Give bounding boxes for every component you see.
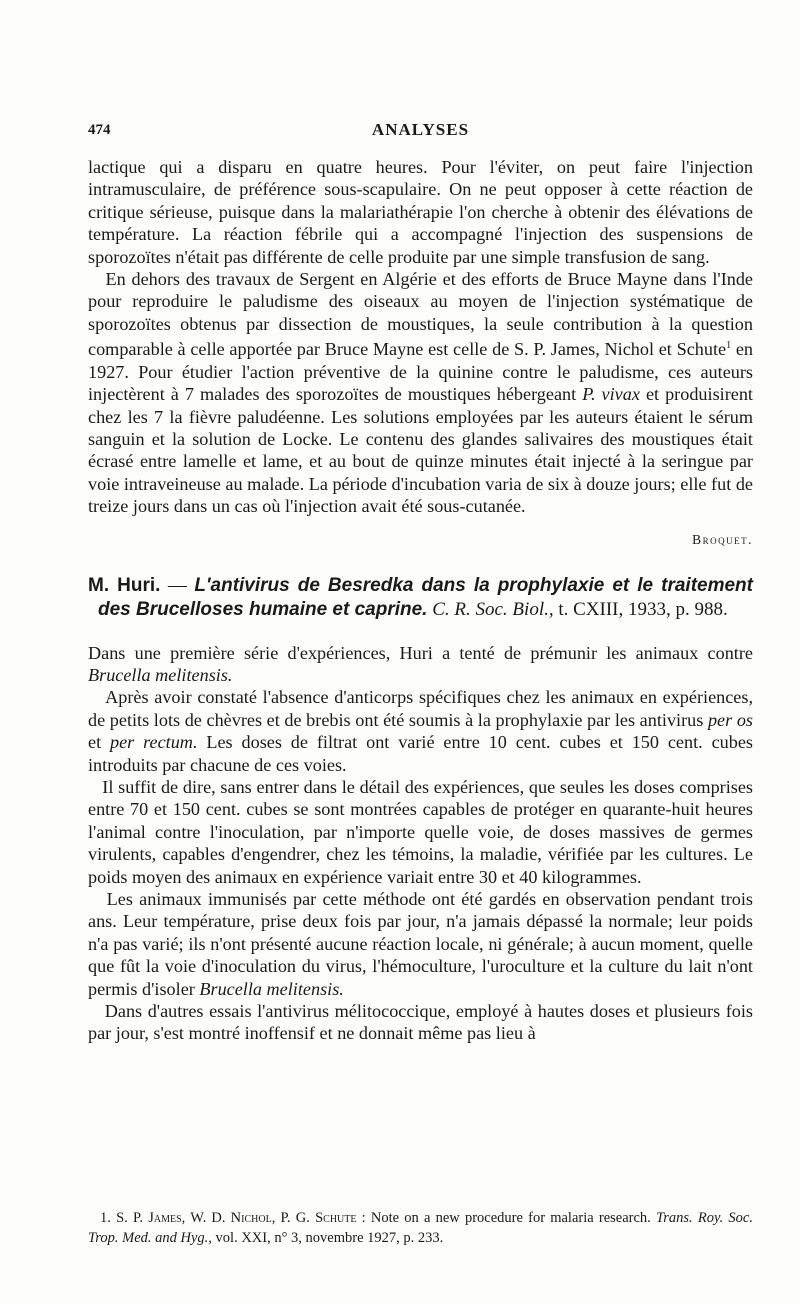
heading-dash: — <box>160 574 195 596</box>
page <box>88 118 753 1045</box>
footnote-text-a: : Note on a new procedure for malaria research. <box>356 1210 656 1226</box>
review2-p5-text: Dans d'autres essais l'antivirus mélitococcique, employé à hautes doses et plusieurs fois par jour, s'est montré inoffensif et ne donnait même pas lieu à <box>88 1001 754 1044</box>
running-title: ANALYSES <box>371 120 470 139</box>
species-name: Brucella melitensis. <box>88 664 233 685</box>
review1-p2-text-c: et produisirent chez les 7 la fièvre paludéenne. Les solutions employées par les auteurs étaient le sérum sanguin et la solution de Locke. Le contenu des glandes salivaires des moustiques était écrasé entre lamelle et lame, et au bout de quinze minutes était injecté à la seringue par voie intraveineuse au malade. La période d'incubation varia de six à douze jours; elle fut de treize jours dans un cas où l'injection avait été sous-cutanée. <box>88 384 753 517</box>
route-per-os: per os <box>707 709 753 730</box>
review1-paragraph-1: lactique qui a disparu en quatre heures. Pour l'éviter, on peut faire l'injection intramusculaire, de préférence sous-scapulaire. On ne peut opposer à cette réaction de critique sérieuse, puisque dans la malariathérapie l'on cherche à obtenir des élévations de température. La réaction fébrile qui a accompagné l'injection des suspensions de sporozoïtes n'était pas différente de celle produite par une simple transfusion de sang. <box>88 157 753 267</box>
article-heading <box>88 574 753 622</box>
review2-p2-and: et <box>88 732 110 753</box>
review2-p2-text-a: Après avoir constaté l'absence d'anticorps spécifiques chez les animaux en expériences, de petits lots de chèvres et de brebis ont été soumis à la prophylaxie par les antivirus <box>88 687 753 730</box>
review2-p1-text: Dans une première série d'expériences, Huri a tenté de prémunir les animaux contre <box>88 642 753 663</box>
footnote-journal: Trans. Roy. Soc. Trop. Med. and Hyg., <box>88 1210 753 1246</box>
reviewer-signature: Broquet. <box>692 531 753 547</box>
article-volume: t. CXIII, 1933, p. 988. <box>553 598 728 620</box>
article-title: L'antivirus de Besredka dans la prophylaxie et le traitement des Brucelloses humaine et caprine. <box>98 574 753 620</box>
review1-p2-text-a: En dehors des travaux de Sergent en Algérie et des efforts de Bruce Mayne dans l'Inde pour reproduire le paludisme des oiseaux au moyen de l'injection systématique de sporozoïtes obtenus par dissection de moustiques, la seule contribution à la question comparable à celle apportée par Bruce Mayne est celle de S. P. James, Nichol et Schute <box>88 269 754 360</box>
footnote-authors: S. P. James, W. D. Nichol, P. G. Schute <box>110 1210 357 1226</box>
review2-p3-text: Il suffit de dire, sans entrer dans le détail des expériences, que seules les doses comprises entre 70 et 150 cent. cubes se sont montrées capables de protéger en quarante-huit heures l'animal contre l'inoculation, par n'importe quelle voie, de doses massives de germes virulents, capables d'engendrer, chez les témoins, la maladie, vérifiée par les cultures. Le poids moyen des animaux en expérience variait entre 30 et 40 kilogrammes. <box>88 777 753 887</box>
footnote-text-b: vol. XXI, n° 3, novembre 1927, p. 233. <box>211 1230 444 1246</box>
review2-paragraph-2 <box>88 686 753 776</box>
review2-p4-text: Les animaux immunisés par cette méthode ont été gardés en observation pendant trois ans. Leur température, prise deux fois par jour, n'a jamais dépassé la normale; leur poids n'a pas varié; ils n'ont présenté aucune réaction locale, ni générale; à aucun moment, quelle que fût la voie d'inoculation du virus, l'hémoculture, l'uroculture et la culture du lait n'ont permis d'isoler <box>88 889 753 999</box>
review2-paragraph-3 <box>88 776 753 888</box>
review2-paragraph-5 <box>88 1000 753 1045</box>
footnote-mark: 1. <box>100 1210 111 1226</box>
page-header <box>88 118 753 148</box>
route-per-rectum: per rectum. <box>110 732 198 753</box>
article-journal: C. R. Soc. Biol., <box>427 598 554 620</box>
review1-paragraph-2 <box>88 268 753 518</box>
page-number: 474 <box>88 122 111 138</box>
review1-p2-text-b: en 1927. Pour étudier l'action préventive de la quinine contre le paludisme, ces auteurs injectèrent à 7 malades des sporozoïtes de moustiques hébergeant <box>88 339 753 405</box>
review2-paragraph-1 <box>88 642 753 687</box>
species-name: P. vivax <box>582 384 640 405</box>
footnote-text <box>88 1208 753 1248</box>
footnote-ref[interactable]: 1 <box>726 340 732 352</box>
review2-paragraph-4 <box>88 888 753 1000</box>
footnote <box>88 1208 753 1248</box>
article-author: M. Huri. <box>88 574 161 596</box>
species-name: Brucella melitensis. <box>199 978 344 999</box>
review2-p2-text-b: Les doses de filtrat ont varié entre 10 cent. cubes et 150 cent. cubes introduits par chacune de ces voies. <box>88 732 753 775</box>
